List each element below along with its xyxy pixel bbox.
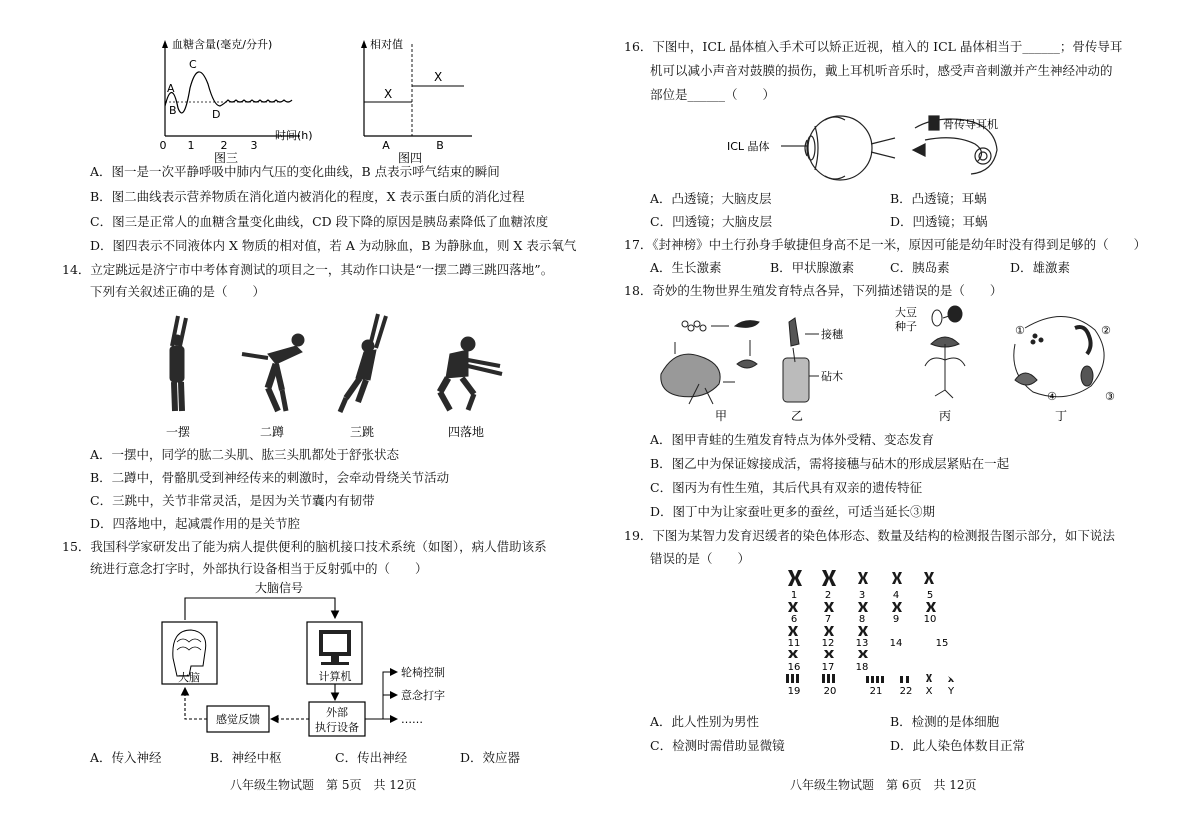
q15-stem: 15．我国科学家研发出了能为病人提供便利的脑机接口技术系统（如图），病人借助该系 (62, 539, 547, 554)
q16-option-c: C．凹透镜；大脑皮层 (650, 214, 773, 229)
svg-text:执行设备: 执行设备 (315, 721, 359, 734)
svg-text:19: 19 (787, 686, 801, 697)
svg-text:3: 3 (250, 139, 258, 152)
svg-text:种子: 种子 (895, 320, 917, 333)
svg-text:D: D (212, 108, 221, 121)
q16-option-a: A．凸透镜；大脑皮层 (650, 191, 772, 206)
svg-text:①: ① (1015, 324, 1025, 337)
svg-text:17: 17 (821, 662, 835, 673)
q19-option-b: B．检测的是体细胞 (890, 714, 1000, 729)
label-earphone: 骨传导耳机 (943, 118, 998, 131)
svg-text:6: 6 (790, 614, 798, 625)
q16-stem: 16．下图中，ICL 晶体植入手术可以矫正近视，植入的 ICL 晶体相当于______；骨传导耳 (624, 39, 1123, 54)
svg-text:B: B (169, 104, 177, 117)
label-feedback: 感觉反馈 (216, 713, 260, 726)
squat-figure (242, 334, 304, 411)
q14-option-d: D．四落地中，起减震作用的是关节腔 (90, 516, 301, 531)
svg-text:0: 0 (159, 139, 167, 152)
brain-computer-interface-diagram (155, 580, 485, 740)
q18-option-d: D．图丁中为让家蚕吐更多的蚕丝，可适当延长③期 (650, 504, 936, 519)
svg-text:10: 10 (923, 614, 937, 625)
svg-text:大豆: 大豆 (895, 306, 917, 319)
q16-stem-3: 部位是______（ ） (650, 87, 776, 102)
karyotype-figure (780, 566, 970, 706)
svg-text:21: 21 (869, 686, 883, 697)
q17-stem: 17．《封神榜》中土行孙身手敏捷但身高不足一米，原因可能是幼年时没有得到足够的（ ） (624, 237, 1147, 252)
label-stock: 砧木 (821, 370, 843, 383)
svg-text:③: ③ (1105, 390, 1115, 403)
svg-text:2: 2 (220, 139, 228, 152)
q18-stem: 18．奇妙的生物世界生殖发育特点各异，下列描述错误的是（ ） (624, 283, 1003, 298)
svg-text:X: X (384, 87, 393, 101)
fig3-xlabel: 时间(h) (275, 129, 313, 142)
svg-text:18: 18 (855, 662, 869, 673)
svg-text:②: ② (1101, 324, 1111, 337)
q18-option-b: B．图乙中为保证嫁接成活，需将接穗与砧木的形成层紧贴在一起 (650, 456, 1010, 471)
label-brain-signal: 大脑信号 (255, 581, 304, 595)
svg-text:5: 5 (926, 590, 934, 601)
label-fig-c: 丙 (938, 409, 952, 423)
frog-cycle-icon (661, 321, 759, 404)
q13-option-c: C．图三是正常人的血糖含量变化曲线，CD 段下降的原因是胰岛素降低了血糖浓度 (90, 214, 549, 229)
svg-text:14: 14 (889, 638, 903, 649)
q15-option-d: D．效应器 (460, 750, 521, 765)
svg-text:22: 22 (899, 686, 913, 697)
eye-ear-figure (725, 108, 1055, 188)
fig4-ylabel: 相对值 (370, 38, 403, 51)
svg-text:3: 3 (858, 590, 866, 601)
q14-option-c: C．三跳中，关节非常灵活，是因为关节囊内有韧带 (90, 493, 375, 508)
svg-text:C: C (189, 58, 197, 71)
label-swing: 一摆 (165, 425, 191, 439)
page-right (595, 0, 1190, 822)
svg-text:7: 7 (824, 614, 832, 625)
svg-text:13: 13 (855, 638, 869, 649)
q13-option-b: B．图二曲线表示营养物质在消化道内被消化的程度，X 表示蛋白质的消化过程 (90, 189, 525, 204)
label-fig-a: 甲 (714, 409, 728, 423)
q17-option-a: A．生长激素 (650, 260, 722, 275)
q18-option-c: C．图丙为有性生殖，其后代具有双亲的遗传特征 (650, 480, 923, 495)
chromosome-set (786, 570, 954, 683)
svg-text:2: 2 (824, 590, 832, 601)
q16-option-d: D．凹透镜；耳蜗 (890, 214, 988, 229)
label-fig-b: 乙 (790, 409, 804, 423)
q18-option-a: A．图甲青蛙的生殖发育特点为体外受精、变态发育 (650, 432, 935, 447)
label-jump: 三跳 (349, 425, 375, 439)
q16-stem-2: 机可以减小声音对鼓膜的损伤，戴上耳机听音乐时，感受声音刺激并产生神经冲动的 (650, 63, 1113, 78)
landing-figure (440, 337, 502, 410)
q17-option-d: D．雄激素 (1010, 260, 1071, 275)
svg-text:15: 15 (935, 638, 949, 649)
svg-text:A: A (167, 82, 175, 95)
svg-text:9: 9 (892, 614, 900, 625)
grafting-icon (783, 318, 819, 402)
svg-text:X: X (434, 70, 443, 84)
swing-figure (170, 316, 186, 411)
q15-option-c: C．传出神经 (335, 750, 408, 765)
q13-option-a: A．图一是一次平静呼吸中肺内气压的变化曲线，B 点表示呼气结束的瞬间 (90, 164, 500, 179)
q15-stem-2: 统进行意念打字时，外部执行设备相当于反射弧中的（ ） (90, 561, 428, 576)
label-computer: 计算机 (318, 670, 352, 683)
svg-text:1: 1 (187, 139, 195, 152)
svg-text:16: 16 (787, 662, 801, 673)
footer-right: 八年级生物试题 第 6页 共 12页 (790, 778, 977, 792)
q14-stem-2: 下列有关叙述正确的是（ ） (90, 284, 266, 299)
svg-text:B: B (436, 139, 444, 152)
q19-option-c: C．检测时需借助显微镜 (650, 738, 785, 753)
q17-option-b: B．甲状腺激素 (770, 260, 855, 275)
svg-text:④: ④ (1047, 390, 1057, 403)
silkworm-cycle-icon (1014, 316, 1104, 396)
svg-text:X: X (925, 686, 933, 697)
bean-germination-icon (925, 306, 965, 398)
label-squat: 二蹲 (259, 425, 285, 439)
svg-text:外部: 外部 (326, 706, 348, 719)
q15-option-b: B．神经中枢 (210, 750, 282, 765)
svg-text:1: 1 (790, 590, 798, 601)
jump-figure (340, 314, 386, 412)
svg-text:12: 12 (821, 638, 835, 649)
svg-text:11: 11 (787, 638, 801, 649)
label-scion: 接穗 (821, 328, 843, 341)
svg-text:4: 4 (892, 590, 900, 601)
label-wheelchair: 轮椅控制 (401, 666, 445, 679)
q15-option-a: A．传入神经 (90, 750, 162, 765)
svg-text:20: 20 (823, 686, 837, 697)
eye-icon (805, 116, 895, 180)
q13-option-d: D．图四表示不同液体内 X 物质的相对值，若 A 为动脉血，B 为静脉血，则 X 表示氧气 (90, 238, 577, 253)
q14-option-b: B．二蹲中，骨骼肌受到神经传来的刺激时，会牵动骨绕关节活动 (90, 470, 450, 485)
q19-option-a: A．此人性别为男性 (650, 714, 760, 729)
fig4-caption: 图四 (397, 151, 423, 164)
label-icl: ICL 晶体 (727, 140, 770, 153)
q16-option-b: B．凸透镜；耳蜗 (890, 191, 987, 206)
q17-option-c: C．胰岛素 (890, 260, 950, 275)
fig3-caption: 图三 (213, 151, 239, 164)
label-landing: 四落地 (447, 425, 485, 439)
label-typing: 意念打字 (401, 689, 445, 702)
svg-text:8: 8 (858, 614, 866, 625)
long-jump-figures (150, 306, 530, 446)
reproduction-figures (655, 304, 1135, 428)
q19-stem: 19．下图为某智力发育迟缓者的染色体形态、数量及结构的检测报告图示部分，如下说法 (624, 528, 1115, 543)
label-brain: 大脑 (178, 671, 200, 684)
figure-three-blood-sugar (150, 36, 325, 164)
fig3-ylabel: 血糖含量(毫克/分升) (172, 38, 273, 51)
q19-option-d: D．此人染色体数目正常 (890, 738, 1026, 753)
q19-stem-2: 错误的是（ ） (650, 551, 751, 566)
q14-option-a: A．一摆中，同学的肱二头肌、肱三头肌都处于舒张状态 (90, 447, 400, 462)
figure-four-relative-value (352, 36, 482, 164)
label-fig-d: 丁 (1054, 409, 1068, 423)
footer-left: 八年级生物试题 第 5页 共 12页 (230, 778, 417, 792)
svg-text:Y: Y (947, 686, 955, 697)
q14-stem: 14．立定跳远是济宁市中考体育测试的项目之一，其动作口诀是“一摆二蹲三跳四落地”。 (62, 262, 554, 277)
svg-text:A: A (382, 139, 390, 152)
label-etc: …… (401, 713, 423, 726)
